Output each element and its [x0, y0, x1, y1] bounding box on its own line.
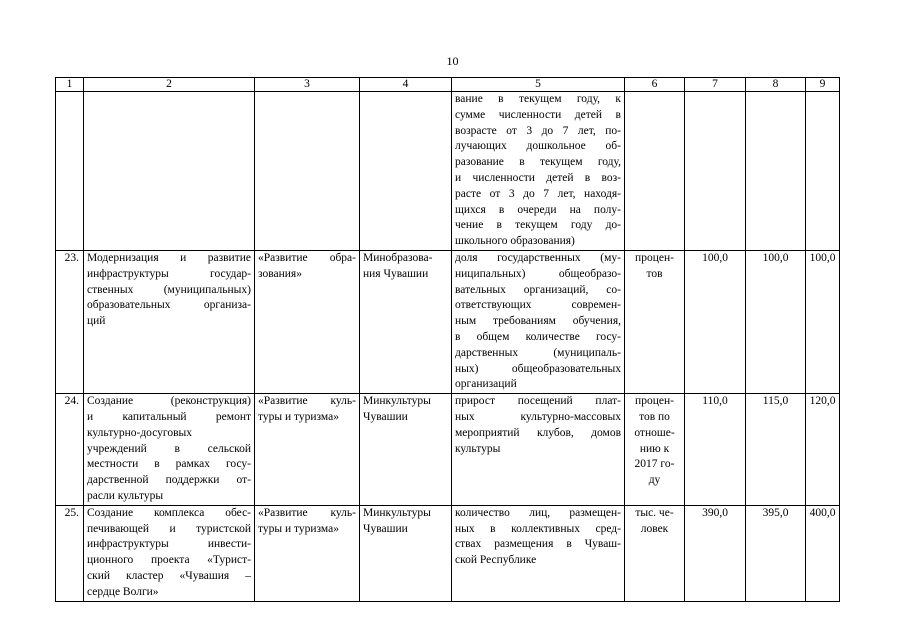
text-line: 2017 го- [634, 458, 675, 471]
column-header: 4 [360, 78, 452, 92]
text-line: ской Республике [455, 554, 537, 567]
text-line: сумме численности детей в [455, 108, 621, 121]
unit-cell [625, 505, 685, 601]
text-line: и капитальный ремонт [87, 410, 251, 423]
text-line: количество лиц, размещен- [455, 506, 621, 519]
value-cell: 395,0 [746, 505, 806, 601]
program-cell [255, 394, 360, 506]
text-line: образовательных организа- [87, 299, 251, 312]
value-cell: 400,0 [806, 505, 840, 601]
text-line: ский кластер «Чувашия – [87, 569, 251, 582]
text-line: «Развитие куль- [258, 506, 356, 519]
indicator-cell [452, 92, 625, 251]
text-line: ций [87, 315, 106, 328]
value-cell: 100,0 [806, 250, 840, 393]
text-line: инфраструктуры инвести- [87, 538, 251, 551]
text-line: сердце Волги» [87, 585, 159, 598]
text-line: Чувашии [363, 522, 408, 535]
text-line: «Развитие куль- [258, 395, 356, 408]
row-number-cell: 25. [56, 505, 84, 601]
text-line: Создание комплекса обес- [87, 506, 251, 519]
value-cell: 100,0 [746, 250, 806, 393]
text-line: учреждений в сельской [87, 442, 251, 455]
text-line: инфраструктуры государ- [87, 267, 251, 280]
text-line: ных в коллективных сред- [455, 522, 621, 535]
text-line: школьного образования) [455, 235, 575, 248]
text-line: тов по [639, 410, 670, 423]
text-line: туры и туризма» [258, 410, 339, 423]
indicators-table [55, 77, 840, 602]
text-line: туры и туризма» [258, 522, 339, 535]
column-header: 8 [746, 78, 806, 92]
page-number: 10 [446, 54, 459, 68]
text-line: разование в текущем году, [455, 156, 621, 169]
text-line: отноше- [634, 426, 675, 439]
text-line: культуры [455, 442, 501, 455]
indicator-cell [452, 505, 625, 601]
text-line: нию к [639, 442, 670, 455]
text-line: ниципальных) общеобразо- [455, 267, 621, 280]
text-line: зования» [258, 267, 302, 280]
text-line: Минкультуры [363, 395, 431, 408]
measure-cell [84, 394, 255, 506]
column-header: 9 [806, 78, 840, 92]
value-cell: 110,0 [685, 394, 746, 506]
value-cell: 390,0 [685, 505, 746, 601]
value-cell: 120,0 [806, 394, 840, 506]
text-line: дарственных (муниципаль- [455, 346, 621, 359]
text-line: культурно-досуговых [87, 426, 192, 439]
text-line: тыс. че- [635, 506, 674, 519]
executor-cell [360, 394, 452, 506]
text-line: и численности детей в воз- [455, 171, 621, 184]
text-line: Минобразова- [363, 251, 433, 264]
text-line: Чувашии [363, 410, 408, 423]
text-line: вание в текущем году, к [455, 93, 621, 105]
column-header: 6 [625, 78, 685, 92]
text-line: процен- [635, 251, 674, 264]
text-line: ния Чувашии [363, 267, 429, 280]
text-line: местности в рамках госу- [87, 458, 251, 471]
text-line: организаций [455, 378, 517, 391]
table-row [56, 505, 840, 601]
text-line: мероприятий клубов, домов [455, 426, 621, 439]
row-number-cell: 24. [56, 394, 84, 506]
text-line: Создание (реконструкция) [87, 395, 251, 408]
column-header: 3 [255, 78, 360, 92]
text-line: ду [648, 474, 661, 487]
text-line: ных) общеобразовательных [455, 362, 621, 375]
column-header: 1 [56, 78, 84, 92]
column-header: 5 [452, 78, 625, 92]
indicator-cell [452, 394, 625, 506]
executor-cell [360, 505, 452, 601]
header-row [56, 78, 840, 92]
text-line: ловек [640, 522, 669, 535]
row-number-cell: 23. [56, 250, 84, 393]
text-line: Минкультуры [363, 506, 431, 519]
text-line: возрасте от 3 до 7 лет, по- [455, 124, 621, 137]
text-line: «Развитие обра- [258, 251, 356, 264]
value-cell: 115,0 [746, 394, 806, 506]
text-line: чение в текущем году до- [455, 219, 621, 232]
executor-cell [360, 250, 452, 393]
table-row [56, 250, 840, 393]
column-header: 2 [84, 78, 255, 92]
text-line: ствах размещения в Чуваш- [455, 538, 621, 551]
text-line: тов [646, 267, 663, 280]
program-cell [255, 250, 360, 393]
text-line: Модернизация и развитие [87, 251, 251, 264]
indicator-cell [452, 250, 625, 393]
value-cell: 100,0 [685, 250, 746, 393]
text-line: лучающих дошкольное об- [455, 140, 621, 153]
table-row-continuation [56, 92, 840, 251]
text-line: ным требованиям обучения, [455, 315, 621, 328]
text-line: ственных (муниципальных) [87, 283, 251, 296]
text-line: печивающей и туристской [87, 522, 251, 535]
text-line: расте от 3 до 7 лет, находя- [455, 187, 621, 200]
text-line: ционного проекта «Турист- [87, 554, 251, 567]
program-cell [255, 505, 360, 601]
text-line: дарственной поддержки от- [87, 474, 251, 487]
text-line: ответствующих современ- [455, 299, 621, 312]
text-line: вательных организаций, со- [455, 283, 621, 296]
unit-cell [625, 250, 685, 393]
text-line: расли культуры [87, 489, 164, 502]
measure-cell [84, 250, 255, 393]
unit-cell [625, 394, 685, 506]
text-line: прирост посещений плат- [455, 395, 621, 408]
text-line: щихся в очереди на полу- [455, 203, 621, 216]
table-row [56, 394, 840, 506]
text-line: процен- [635, 395, 674, 408]
text-line: ных культурно-массовых [455, 410, 621, 423]
text-line: доля государственных (му- [455, 251, 621, 264]
measure-cell [84, 505, 255, 601]
text-line: в общем количестве госу- [455, 330, 621, 343]
column-header: 7 [685, 78, 746, 92]
